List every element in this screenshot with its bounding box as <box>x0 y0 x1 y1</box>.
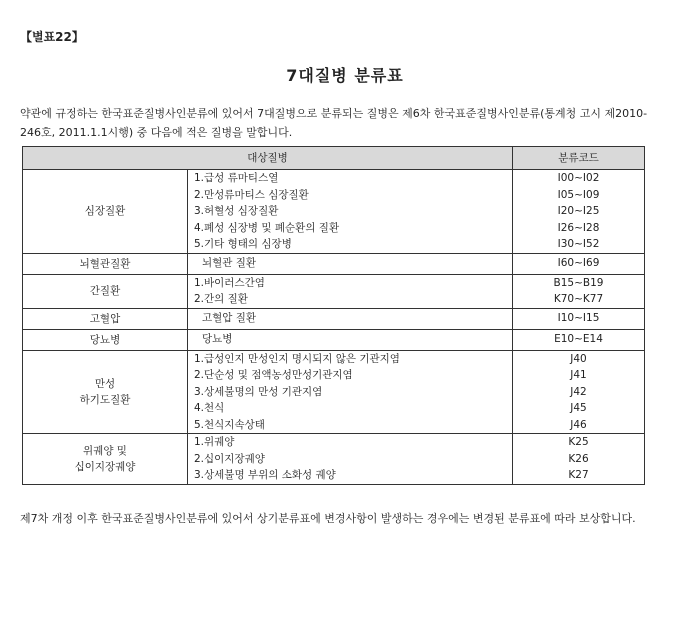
code-cell <box>513 253 645 274</box>
table-row <box>23 274 645 308</box>
disease-name: 5.천식지속상태 <box>194 418 265 431</box>
classification-code: K27 <box>568 469 589 481</box>
category-cell <box>23 274 188 308</box>
disease-name: 당뇨병 <box>202 333 233 346</box>
page-title: 7대질병 분류표 <box>286 66 404 85</box>
annex-tag: 【별표22】 <box>20 30 84 44</box>
category-label: 당뇨병 <box>89 333 121 346</box>
classification-code: I26~I28 <box>557 221 600 234</box>
disease-name: 3.허혈성 심장질환 <box>194 205 279 217</box>
category-label: 십이지장궤양 <box>74 460 136 473</box>
disease-name: 3.상세불명 부위의 소화성 궤양 <box>194 469 336 481</box>
table-row <box>23 253 645 274</box>
disease-name: 1.위궤양 <box>194 436 235 448</box>
disease-name: 2.십이지장궤양 <box>194 452 265 465</box>
disease-cell <box>188 308 513 329</box>
disease-cell <box>188 329 513 350</box>
category-label: 고혈압 <box>89 312 121 325</box>
table-row <box>23 434 645 485</box>
category-cell <box>23 253 188 274</box>
category-label: 심장질환 <box>84 205 126 218</box>
classification-code: E10~E14 <box>554 333 603 346</box>
category-label: 뇌혈관질환 <box>79 257 131 270</box>
table-row <box>23 308 645 329</box>
disease-name: 4.천식 <box>194 402 225 414</box>
classification-code: J42 <box>570 385 587 398</box>
disease-name: 1.바이러스간염 <box>194 276 265 289</box>
disease-name: 2.단순성 및 점액농성만성기관지염 <box>194 369 353 381</box>
disease-name: 2.간의 질환 <box>194 293 248 305</box>
disease-name: 1.급성 류마티스열 <box>194 172 279 184</box>
table-body <box>23 170 645 485</box>
code-cell <box>513 170 645 254</box>
classification-code: I00~I02 <box>557 172 600 184</box>
disease-name: 4.폐성 심장병 및 폐순환의 질환 <box>194 221 340 234</box>
disease-name: 1.급성인지 만성인지 명시되지 않은 기관지염 <box>194 352 400 365</box>
classification-code: I20~I25 <box>557 205 600 217</box>
category-cell <box>23 329 188 350</box>
code-cell <box>513 274 645 308</box>
category-cell <box>23 350 188 434</box>
table-row <box>23 329 645 350</box>
disease-name: 뇌혈관 질환 <box>202 257 257 270</box>
classification-code: I05~I09 <box>557 188 600 201</box>
header-disease: 대상질병 <box>23 147 513 170</box>
classification-code: J46 <box>570 418 587 431</box>
classification-code: J45 <box>570 402 587 414</box>
table-row <box>23 350 645 434</box>
category-label: 간질환 <box>89 285 121 297</box>
header-code: 분류코드 <box>513 147 645 170</box>
disease-name: 고혈압 질환 <box>202 312 257 325</box>
disease-cell <box>188 274 513 308</box>
category-label: 위궤양 및 <box>83 444 127 457</box>
code-cell <box>513 308 645 329</box>
intro-paragraph: 약관에 규정하는 한국표준질병사인분류에 있어서 7대질병으로 분류되는 질병은 제6차 한국표준질병사인분류(통계청 고시 제2010-246호, 2011.1.1시행) 중 다음에 적은 질병을 말합니다. <box>20 107 648 139</box>
category-cell <box>23 434 188 485</box>
classification-code: K25 <box>568 436 589 448</box>
category-label: 만성 <box>94 377 116 390</box>
closing-paragraph: 제7차 개정 이후 한국표준질병사인분류에 있어서 상기분류표에 변경사항이 발생하는 경우에는 변경된 분류표에 따라 보상합니다. <box>20 512 636 525</box>
classification-code: I60~I69 <box>557 257 600 270</box>
disease-name: 5.기타 형태의 심장병 <box>194 238 292 250</box>
classification-code: B15~B19 <box>553 276 604 289</box>
table-row <box>23 170 645 254</box>
classification-code: I30~I52 <box>557 238 600 250</box>
classification-code: K26 <box>568 452 589 465</box>
table-header-row <box>23 147 645 170</box>
classification-code: K70~K77 <box>553 293 604 305</box>
category-cell <box>23 170 188 254</box>
code-cell <box>513 329 645 350</box>
disease-cell <box>188 350 513 434</box>
code-cell <box>513 434 645 485</box>
disease-name: 2.만성류마티스 심장질환 <box>194 188 309 201</box>
code-cell <box>513 350 645 434</box>
disease-cell <box>188 170 513 254</box>
classification-code: I10~I15 <box>557 312 600 325</box>
disease-cell <box>188 434 513 485</box>
classification-code: J41 <box>570 369 587 381</box>
category-label: 하기도질환 <box>79 393 131 406</box>
disease-name: 3.상세불명의 만성 기관지염 <box>194 385 323 398</box>
classification-code: J40 <box>570 352 587 365</box>
category-cell <box>23 308 188 329</box>
classification-table <box>22 146 645 485</box>
disease-cell <box>188 253 513 274</box>
